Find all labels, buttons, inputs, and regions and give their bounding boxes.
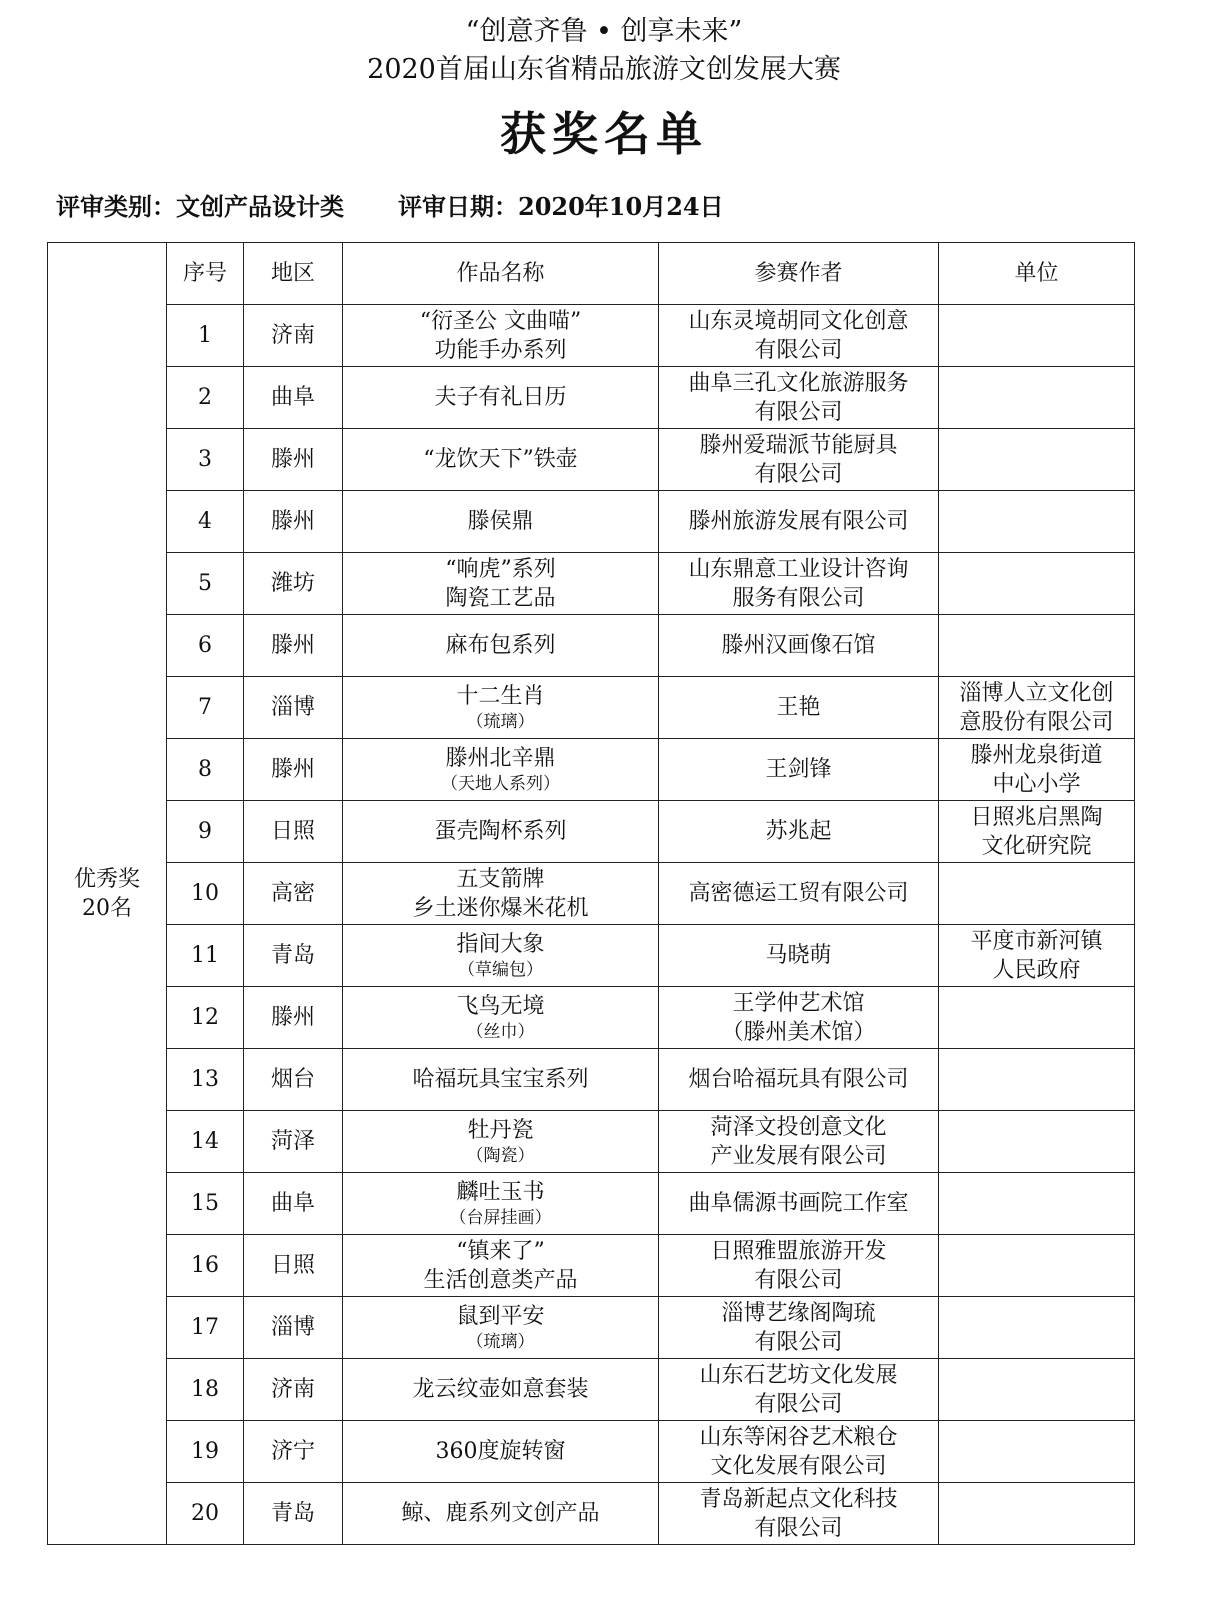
row-unit: [939, 615, 1135, 677]
table-row: [48, 1421, 1135, 1483]
row-work: [343, 1483, 659, 1545]
row-work: [343, 615, 659, 677]
row-number-text: 8: [198, 757, 212, 782]
author-line-1: 滕州汉画像石馆: [721, 633, 876, 658]
row-work: [343, 925, 659, 987]
row-unit: [939, 1111, 1135, 1173]
table-row: [48, 553, 1135, 615]
row-author: [659, 491, 939, 553]
row-region: [244, 1359, 343, 1421]
unit-line-1: 日照兆启黑陶: [970, 804, 1103, 830]
unit-line-1: 滕州龙泉街道: [970, 742, 1103, 768]
row-number-text: 6: [198, 633, 212, 658]
row-number: [167, 1297, 244, 1359]
unit-line-2: 文化研究院: [981, 833, 1092, 859]
row-unit: [939, 863, 1135, 925]
row-number-text: 18: [191, 1377, 219, 1402]
row-region: [244, 739, 343, 801]
row-unit: [939, 553, 1135, 615]
row-number: [167, 1173, 244, 1235]
table-row: [48, 1483, 1135, 1545]
region-text: 淄博: [270, 695, 315, 720]
row-unit: [939, 491, 1135, 553]
award-category-cell: [48, 243, 167, 1545]
review-meta: [56, 190, 724, 224]
row-region: [244, 863, 343, 925]
row-number: [167, 615, 244, 677]
work-subtitle: 功能手办系列: [434, 337, 567, 363]
category-label: 评审类别：: [56, 192, 176, 221]
row-work: [343, 1235, 659, 1297]
work-note: （草编包）: [458, 960, 543, 980]
region-text: 济南: [270, 1377, 315, 1402]
row-author: [659, 801, 939, 863]
table-row: [48, 863, 1135, 925]
row-unit: [939, 367, 1135, 429]
row-author: [659, 1235, 939, 1297]
row-number-text: 12: [191, 1005, 219, 1030]
row-number: [167, 739, 244, 801]
award-count: 20名: [82, 895, 132, 921]
row-unit: [939, 801, 1135, 863]
region-text: 烟台: [270, 1067, 315, 1092]
row-region: [244, 491, 343, 553]
row-region: [244, 429, 343, 491]
row-unit: [939, 739, 1135, 801]
work-title: 飞鸟无境: [456, 994, 545, 1019]
category-value: 文创产品设计类: [176, 192, 344, 221]
row-region: [244, 1235, 343, 1297]
author-line-2: （滕州美术馆）: [721, 1019, 876, 1045]
table-row: [48, 429, 1135, 491]
work-title: 牡丹瓷: [467, 1118, 534, 1143]
row-region: [244, 677, 343, 739]
row-region: [244, 553, 343, 615]
work-note: （琉璃）: [466, 1332, 535, 1352]
row-region: [244, 1173, 343, 1235]
author-line-2: 文化发展有限公司: [710, 1453, 887, 1479]
row-number-text: 1: [198, 323, 212, 348]
author-line-1: 山东石艺坊文化发展: [699, 1362, 898, 1388]
row-author: [659, 1111, 939, 1173]
row-unit: [939, 1359, 1135, 1421]
row-number: [167, 1421, 244, 1483]
row-region: [244, 987, 343, 1049]
row-unit: [939, 1483, 1135, 1545]
table-row: [48, 1235, 1135, 1297]
table-row: [48, 491, 1135, 553]
row-work: [343, 677, 659, 739]
row-number: [167, 677, 244, 739]
work-title: 360度旋转窗: [435, 1439, 566, 1464]
row-work: [343, 987, 659, 1049]
author-line-2: 有限公司: [754, 1515, 843, 1541]
row-author: [659, 615, 939, 677]
author-line-1: 青岛新起点文化科技: [699, 1486, 898, 1512]
unit-line-2: 意股份有限公司: [959, 709, 1114, 735]
row-number-text: 16: [191, 1253, 219, 1278]
slogan: “创意齐鲁 • 创享未来”: [465, 16, 743, 47]
table-row: [48, 1111, 1135, 1173]
author-line-2: 有限公司: [754, 1329, 843, 1355]
region-text: 滕州: [270, 633, 315, 658]
row-unit: [939, 1173, 1135, 1235]
work-title: 蛋壳陶杯系列: [434, 819, 567, 844]
author-line-1: 马晓萌: [765, 943, 832, 968]
row-work: [343, 491, 659, 553]
region-text: 济宁: [270, 1439, 315, 1464]
row-unit: [939, 677, 1135, 739]
row-number: [167, 305, 244, 367]
row-number: [167, 801, 244, 863]
work-note: （陶瓷）: [466, 1146, 535, 1166]
work-title: “衍圣公 文曲喵”: [419, 308, 582, 334]
work-title: 指间大象: [456, 932, 545, 957]
author-line-1: 王艳: [776, 695, 821, 720]
row-region: [244, 801, 343, 863]
unit-line-1: 平度市新河镇: [970, 928, 1103, 954]
work-title: 龙云纹壶如意套装: [412, 1377, 589, 1402]
row-work: [343, 1359, 659, 1421]
awards-table: [47, 242, 1135, 1545]
region-text: 滕州: [270, 1005, 315, 1030]
work-title: 哈福玩具宝宝系列: [412, 1067, 589, 1092]
row-author: [659, 1173, 939, 1235]
row-region: [244, 305, 343, 367]
author-line-1: 曲阜儒源书画院工作室: [688, 1191, 909, 1216]
table-row: [48, 1297, 1135, 1359]
row-author: [659, 739, 939, 801]
row-number: [167, 1235, 244, 1297]
row-region: [244, 1297, 343, 1359]
row-unit: [939, 1235, 1135, 1297]
row-number: [167, 987, 244, 1049]
row-work: [343, 1421, 659, 1483]
table-row: [48, 305, 1135, 367]
region-text: 曲阜: [270, 385, 315, 410]
author-line-1: 王剑锋: [765, 757, 832, 782]
table-row: [48, 677, 1135, 739]
row-work: [343, 1111, 659, 1173]
row-work: [343, 367, 659, 429]
author-line-2: 有限公司: [754, 1267, 843, 1293]
work-title: 鲸、鹿系列文创产品: [401, 1501, 600, 1526]
row-number-text: 14: [191, 1129, 219, 1154]
row-author: [659, 367, 939, 429]
work-title: “镇来了”: [456, 1238, 545, 1264]
row-number: [167, 1359, 244, 1421]
row-region: [244, 1049, 343, 1111]
column-header-region: 地区: [244, 243, 343, 305]
row-author: [659, 1297, 939, 1359]
region-text: 济南: [270, 323, 315, 348]
work-title: “响虎”系列: [445, 556, 556, 582]
row-number-text: 10: [191, 881, 219, 906]
row-author: [659, 1359, 939, 1421]
row-number: [167, 553, 244, 615]
work-subtitle: 乡土迷你爆米花机: [412, 895, 589, 921]
region-text: 高密: [270, 881, 315, 906]
row-unit: [939, 1297, 1135, 1359]
author-line-1: 滕州爱瑞派节能厨具: [699, 432, 898, 458]
work-note: （台屏挂画）: [449, 1208, 552, 1228]
row-work: [343, 553, 659, 615]
row-unit: [939, 987, 1135, 1049]
row-unit: [939, 1049, 1135, 1111]
row-region: [244, 1483, 343, 1545]
work-title: 麟吐玉书: [456, 1180, 545, 1205]
row-author: [659, 305, 939, 367]
date-label: 评审日期：: [398, 192, 518, 221]
region-text: 曲阜: [270, 1191, 315, 1216]
column-header-author: 参赛作者: [659, 243, 939, 305]
region-text: 青岛: [270, 943, 315, 968]
author-line-2: 有限公司: [754, 337, 843, 363]
row-author: [659, 987, 939, 1049]
author-line-2: 产业发展有限公司: [710, 1143, 887, 1169]
author-line-2: 有限公司: [754, 399, 843, 425]
work-subtitle: 陶瓷工艺品: [445, 585, 556, 611]
row-number-text: 9: [198, 819, 212, 844]
author-line-1: 山东灵境胡同文化创意: [688, 308, 909, 334]
table-row: [48, 1049, 1135, 1111]
unit-line-2: 人民政府: [992, 957, 1081, 983]
author-line-1: 王学仲艺术馆: [732, 990, 865, 1016]
table-row: [48, 367, 1135, 429]
row-work: [343, 863, 659, 925]
region-text: 菏泽: [270, 1129, 315, 1154]
region-text: 淄博: [270, 1315, 315, 1340]
row-number-text: 20: [191, 1501, 219, 1526]
row-author: [659, 1483, 939, 1545]
row-number: [167, 367, 244, 429]
table-row: [48, 801, 1135, 863]
work-subtitle: 生活创意类产品: [423, 1267, 578, 1293]
awards-table-body: [48, 243, 1135, 1545]
row-number-text: 2: [198, 385, 212, 410]
author-line-1: 山东等闲谷艺术粮仓: [699, 1424, 898, 1450]
column-header-work: 作品名称: [343, 243, 659, 305]
row-author: [659, 677, 939, 739]
row-number: [167, 491, 244, 553]
work-note: （琉璃）: [466, 712, 535, 732]
unit-line-2: 中心小学: [992, 771, 1081, 797]
author-line-1: 烟台哈福玩具有限公司: [688, 1067, 909, 1092]
column-header-unit: 单位: [939, 243, 1135, 305]
author-line-1: 高密德运工贸有限公司: [688, 881, 909, 906]
row-number: [167, 1483, 244, 1545]
date-value: 2020年10月24日: [518, 192, 724, 221]
row-unit: [939, 1421, 1135, 1483]
author-line-1: 山东鼎意工业设计咨询: [688, 556, 909, 582]
author-line-1: 日照雅盟旅游开发: [710, 1238, 887, 1264]
row-work: [343, 429, 659, 491]
table-row: [48, 1359, 1135, 1421]
author-line-1: 曲阜三孔文化旅游服务: [688, 370, 909, 396]
row-author: [659, 1049, 939, 1111]
row-unit: [939, 429, 1135, 491]
work-note: （丝巾）: [466, 1022, 535, 1042]
row-region: [244, 615, 343, 677]
author-line-1: 滕州旅游发展有限公司: [688, 509, 909, 534]
row-region: [244, 925, 343, 987]
table-row: [48, 739, 1135, 801]
contest-name: 2020首届山东省精品旅游文创发展大赛: [367, 54, 841, 85]
row-author: [659, 925, 939, 987]
row-author: [659, 1421, 939, 1483]
row-unit: [939, 305, 1135, 367]
row-region: [244, 1421, 343, 1483]
table-row: [48, 615, 1135, 677]
row-number-text: 11: [191, 943, 219, 968]
row-number-text: 15: [191, 1191, 219, 1216]
work-title: 滕侯鼎: [467, 509, 534, 534]
row-author: [659, 553, 939, 615]
region-text: 滕州: [270, 447, 315, 472]
author-line-2: 有限公司: [754, 1391, 843, 1417]
column-header-no: 序号: [167, 243, 244, 305]
row-work: [343, 739, 659, 801]
row-author: [659, 863, 939, 925]
row-number-text: 5: [198, 571, 212, 596]
row-work: [343, 1297, 659, 1359]
region-text: 滕州: [270, 509, 315, 534]
row-work: [343, 305, 659, 367]
row-number: [167, 429, 244, 491]
work-title: 滕州北辛鼎: [445, 746, 556, 771]
row-number-text: 7: [198, 695, 212, 720]
region-text: 潍坊: [270, 571, 315, 596]
table-header-row: [48, 243, 1135, 305]
work-title: 十二生肖: [456, 684, 545, 709]
work-title: 麻布包系列: [445, 633, 556, 658]
award-level: 优秀奖: [73, 866, 140, 892]
row-number: [167, 925, 244, 987]
region-text: 青岛: [270, 1501, 315, 1526]
work-title: 鼠到平安: [456, 1304, 545, 1329]
author-line-1: 淄博艺缘阁陶琉: [721, 1300, 876, 1326]
work-title: “龙饮天下”铁壶: [423, 447, 578, 472]
row-work: [343, 801, 659, 863]
author-line-2: 服务有限公司: [732, 585, 865, 611]
row-number: [167, 863, 244, 925]
row-region: [244, 367, 343, 429]
author-line-2: 有限公司: [754, 461, 843, 487]
author-line-1: 苏兆起: [765, 819, 832, 844]
row-work: [343, 1173, 659, 1235]
region-text: 日照: [270, 819, 315, 844]
row-number-text: 4: [198, 509, 212, 534]
region-text: 日照: [270, 1253, 315, 1278]
row-region: [244, 1111, 343, 1173]
row-author: [659, 429, 939, 491]
region-text: 滕州: [270, 757, 315, 782]
row-unit: [939, 925, 1135, 987]
row-number: [167, 1111, 244, 1173]
work-title: 夫子有礼日历: [434, 385, 567, 410]
work-note: （天地人系列）: [441, 774, 560, 794]
page-title: 获奖名单: [500, 107, 708, 161]
table-row: [48, 925, 1135, 987]
row-number-text: 19: [191, 1439, 219, 1464]
row-number-text: 13: [191, 1067, 219, 1092]
row-work: [343, 1049, 659, 1111]
unit-line-1: 淄博人立文化创: [959, 680, 1114, 706]
row-number-text: 3: [198, 447, 212, 472]
row-number-text: 17: [191, 1315, 219, 1340]
work-title: 五支箭牌: [456, 866, 545, 892]
table-row: [48, 1173, 1135, 1235]
row-number: [167, 1049, 244, 1111]
author-line-1: 菏泽文投创意文化: [710, 1114, 887, 1140]
table-row: [48, 987, 1135, 1049]
